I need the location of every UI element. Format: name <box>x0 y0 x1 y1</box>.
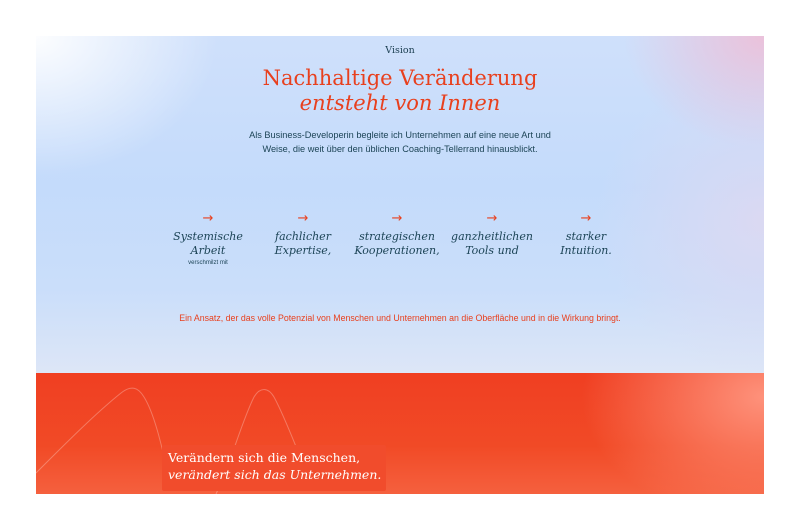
quote-line-2: verändert sich das Unternehmen. <box>168 467 382 482</box>
arrow-right-icon: → <box>391 211 403 226</box>
pillar-starker-intuition <box>538 212 634 258</box>
pillar-sub-label: verschmilzt mit <box>188 260 228 266</box>
pillar-ganzheitlichen-tools <box>444 212 540 258</box>
arrow-right-icon: → <box>486 211 498 226</box>
pillar-label: fachlicher Expertise, <box>274 230 332 257</box>
intro-text: Als Business-Developerin begleite ich Unternehmen auf eine neue Art und Weise, die weit über den üblichen Coaching-Tellerrand hinausblickt. <box>249 130 551 154</box>
quote <box>168 449 381 483</box>
pillar-label: starker Intuition. <box>560 230 612 257</box>
pillar-fachlicher-expertise <box>255 212 351 258</box>
vision-section <box>36 36 764 373</box>
decorative-line-art <box>36 373 764 494</box>
page <box>36 36 764 494</box>
arrow-right-icon: → <box>202 211 214 226</box>
section-eyebrow: Vision <box>385 45 415 56</box>
headline-line-1: Nachhaltige Veränderung <box>262 66 538 90</box>
pillar-systemische-arbeit <box>160 212 256 267</box>
arrow-right-icon: → <box>297 211 309 226</box>
pillar-label: strategischen Kooperationen, <box>354 230 440 257</box>
pillar-label: ganzheitlichen Tools und <box>451 230 533 257</box>
pillar-strategischen-kooperationen <box>349 212 445 258</box>
approach-statement: Ein Ansatz, der das volle Potenzial von Menschen und Unternehmen an die Oberfläche und in die Wirkung bringt. <box>179 313 621 323</box>
quote-section <box>36 373 764 494</box>
headline-line-2: entsteht von Innen <box>299 91 501 115</box>
quote-box <box>162 445 386 491</box>
quote-line-1: Verändern sich die Menschen, <box>168 450 361 465</box>
headline <box>36 66 764 116</box>
pillars-row <box>156 212 656 272</box>
pillar-label: Systemische Arbeit <box>173 230 243 257</box>
arrow-right-icon: → <box>580 211 592 226</box>
